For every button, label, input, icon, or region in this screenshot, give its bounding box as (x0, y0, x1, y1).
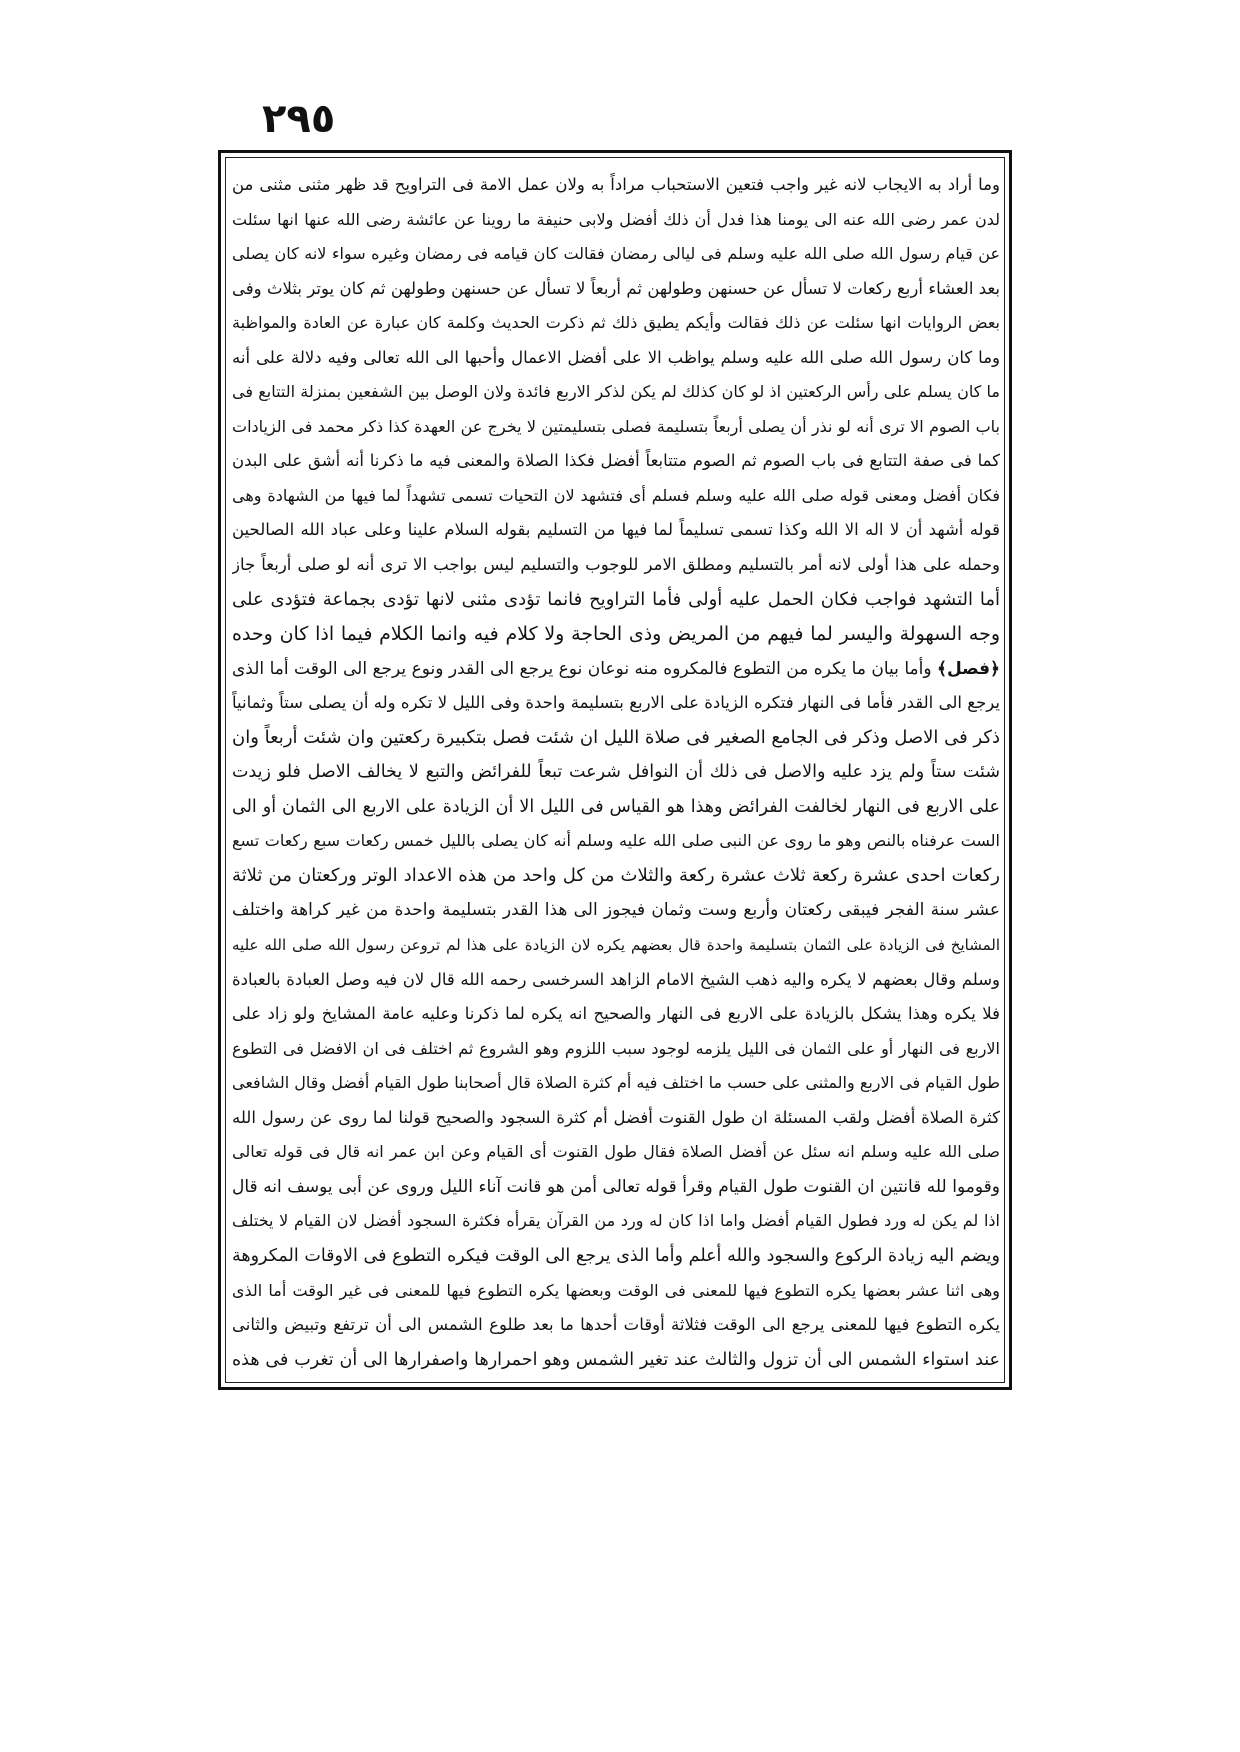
text-line: وهى اثنا عشر بعضها يكره التطوع فيها للمعنى فى الوقت وبعضها يكره التطوع فيها للمعنى فى غير الوقت أما الذى (232, 1280, 1000, 1300)
text-line: بعض الروايات انها سئلت عن ذلك فقالت وأيكم يطيق ذلك ثم ذكرت الحديث وكلمة كان عبارة عن العادة والمواظبة (232, 313, 1000, 333)
text-line: يكره التطوع فيها للمعنى يرجع الى الوقت فثلاثة أوقات أحدها ما بعد طلوع الشمس الى أن ترتفع وتبيض والثانى (232, 1315, 1000, 1335)
text-line: الاربع فى النهار أو على الثمان فى الليل يلزمه لوجود سبب اللزوم وهو الشروع ثم اختلف فى ان الافضل فى التطوع (232, 1038, 1000, 1058)
text-line: كما فى صفة التتابع فى باب الصوم ثم الصوم متتابعاً أفضل فكذا الصلاة والمعنى فيه ما ذكرنا أنه أشق على البدن (232, 451, 1000, 471)
text-line (232, 652, 1000, 687)
text-line: اذا لم يكن له ورد فطول القيام أفضل واما اذا كان له ورد من القرآن يقرأه فكثرة السجود أفضل لان القيام لا يختلف (232, 1211, 1000, 1231)
text-line: باب الصوم الا ترى أنه لو نذر أن يصلى أربعاً بتسليمة فصلى بتسليمتين لا يخرج عن العهدة كذا ذكر محمد فى الزيادات (232, 416, 1000, 436)
text-line: صلى الله عليه وسلم انه سئل عن أفضل الصلاة فقال طول القنوت أى القيام وعن ابن عمر انه قال فى قوله تعالى (232, 1142, 1000, 1162)
text-line: الست عرفناه بالنص وهو ما روى عن النبى صلى الله عليه وسلم أنه كان يصلى بالليل خمس ركعات سبع ركعات تسع (232, 831, 1000, 851)
text-line: المشايخ فى الزيادة على الثمان بتسليمة واحدة قال بعضهم يكره لان الزيادة على هذا لم تروعن رسول الله صلى الله عليه (232, 936, 1000, 955)
text-line: ويضم اليه زيادة الركوع والسجود والله أعلم وأما الذى يرجع الى الوقت فيكره التطوع فى الاوقات المكروهة (232, 1245, 1000, 1266)
page-number: ٢٩٥ (262, 96, 336, 142)
text-line-content: وأما بيان ما يكره من التطوع فالمكروه منه نوعان نوع يرجع الى القدر ونوع يرجع الى الوقت أما الذى (232, 658, 932, 679)
text-line: وما أراد به الايجاب لانه غير واجب فتعين الاستحباب مراداً به ولان عمل الامة فى التراويح قد ظهر مثنى مثنى من (232, 175, 1000, 194)
text-line: ما كان يسلم على رأس الركعتين اذ لو كان كذلك لم يكن لذكر الاربع فائدة ولان الوصل بين الشفعين بمنزلة التتابع فى (232, 382, 1000, 402)
section-heading: ﴿فصل﴾ (937, 658, 1000, 679)
text-line: فلا يكره وهذا يشكل بالزيادة على الاربع فى النهار والصحيح انه يكره لما ذكرنا وعليه عامة المشايخ ولو زاد على (232, 1004, 1000, 1024)
text-line: وحمله على هذا أولى لانه أمر بالتسليم ومطلق الامر للوجوب والتسليم ليس بواجب الا ترى أنه لو صلى أربعاً جاز (232, 555, 1000, 575)
text-line: وجه السهولة واليسر لما فيهم من المريض وذى الحاجة ولا كلام فيه وانما الكلام فيما اذا كان وحده (232, 623, 1000, 646)
text-line: كثرة الصلاة أفضل ولقب المسئلة ان طول القنوت أفضل أم كثرة السجود والصحيح قولنا لما روى عن رسول الله (232, 1107, 1000, 1127)
text-line: لدن عمر رضى الله عنه الى يومنا هذا فدل أن ذلك أفضل ولابى حنيفة ما روينا عن عائشة رضى الله عنها انها سئلت (232, 209, 1000, 229)
text-line: طول القيام فى الاربع والمثنى على حسب ما اختلف فيه أم كثرة الصلاة قال أصحابنا طول القيام أفضل وقال الشافعى (232, 1073, 1000, 1093)
text-line: قوله أشهد أن لا اله الا الله وكذا تسمى تسليماً لما فيها من التسليم بقوله السلام علينا وعلى عباد الله الصالحين (232, 520, 1000, 540)
text-line: بعد العشاء أربع ركعات لا تسأل عن حسنهن وطولهن ثم أربعاً لا تسأل عن حسنهن وطولهن ثم كان يوتر بثلاث وفى (232, 278, 1000, 298)
text-line: وما كان رسول الله صلى الله عليه وسلم يواظب الا على أفضل الاعمال وأحبها الى الله تعالى وفيه دلالة على أنه (232, 347, 1000, 367)
text-line: ذكر فى الاصل وذكر فى الجامع الصغير فى صلاة الليل ان شئت فصل بتكبيرة ركعتين وان شئت أربعاً وان (232, 726, 1000, 748)
text-line: وقوموا لله قانتين ان القنوت طول القيام وقرأ قوله تعالى أمن هو قانت آناء الليل وروى عن أبى يوسف انه قال (232, 1176, 1000, 1197)
text-line: عشر سنة الفجر فيبقى ركعتان وأربع وست وثمان فيجوز الى هذا القدر بتسليمة واحدة من غير كراهة واختلف (232, 900, 1000, 921)
text-line: وسلم وقال بعضهم لا يكره واليه ذهب الشيخ الامام الزاهد السرخسى رحمه الله قال لان فيه وصل العبادة بالعبادة (232, 969, 1000, 989)
text-line: ركعات احدى عشرة ركعة ثلاث عشرة ركعة والثلاث من كل واحد من هذه الاعداد الوتر وركعتان من ثلاثة (232, 864, 1000, 886)
text-line: فكان أفضل ومعنى قوله صلى الله عليه وسلم فسلم أى فتشهد لان التحيات تسمى تشهداً لما فيها من الشهادة وهى (232, 485, 1000, 505)
text-line: عن قيام رسول الله صلى الله عليه وسلم فى ليالى رمضان فقالت كان قيامه فى رمضان وغيره سواء لانه كان يصلى (232, 244, 1000, 264)
text-line: عند استواء الشمس الى أن تزول والثالث عند تغير الشمس وهو احمرارها واصفرارها الى أن تغرب فى هذه (232, 1349, 1000, 1370)
text-line: أما التشهد فواجب فكان الحمل عليه أولى فأما التراويح فانما تؤدى مثنى لانها تؤدى بجماعة فتؤدى على (232, 588, 1000, 610)
text-line: على الاربع فى النهار لخالفت الفرائض وهذا هو القياس فى الليل الا أن الزيادة على الاربع الى الثمان أو الى (232, 796, 1000, 817)
text-line: يرجع الى القدر فأما فى النهار فتكره الزيادة على الاربع بتسليمة واحدة وفى الليل لا تكره وله أن يصلى ستاً وثمانياً (232, 693, 1000, 713)
text-line: شئت ستاً ولم يزد عليه والاصل فى ذلك أن النوافل شرعت تبعاً للفرائض والتبع لا يخالف الاصل فلو زيدت (232, 762, 1000, 783)
body-text (232, 168, 1000, 1377)
